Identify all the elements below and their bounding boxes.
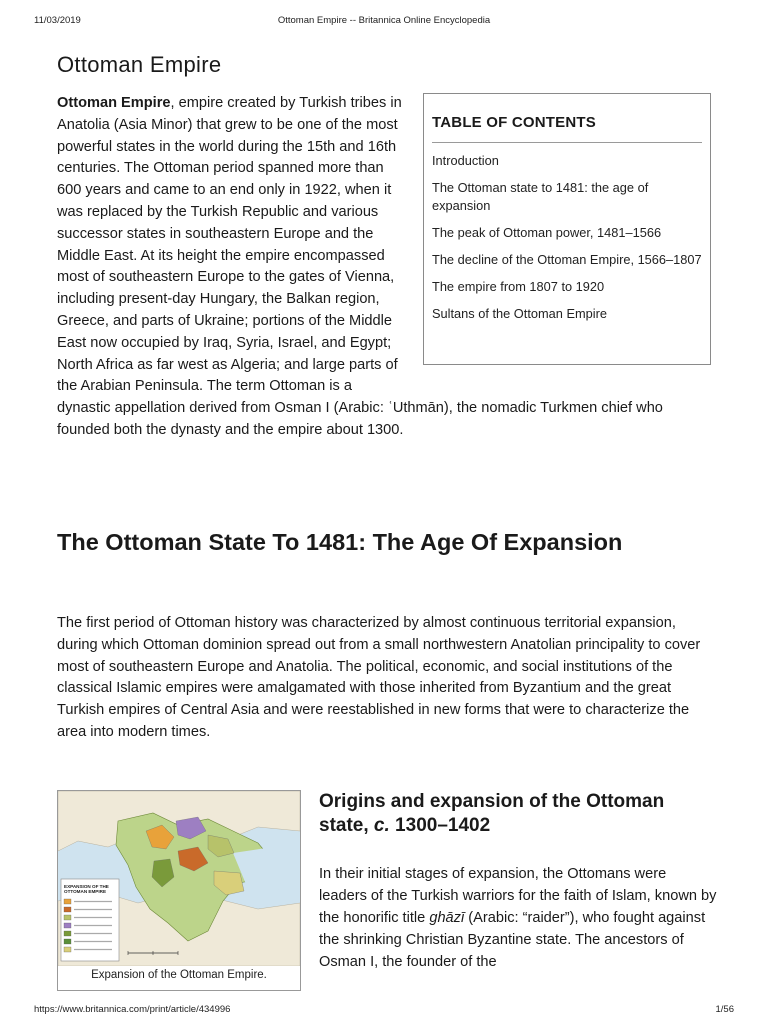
figure-caption: Expansion of the Ottoman Empire. bbox=[91, 969, 267, 981]
legend-swatch bbox=[64, 947, 71, 952]
subsection-paragraph bbox=[319, 863, 717, 973]
intro-bold-term: Ottoman Empire bbox=[57, 95, 171, 111]
toc-item-peak-of-ottoman-power[interactable]: The peak of Ottoman power, 1481–1566 bbox=[432, 225, 662, 240]
expansion-map-figure[interactable] bbox=[57, 790, 301, 991]
subsection-heading-end: 1300–1402 bbox=[389, 815, 491, 836]
subsection-heading-circa: c. bbox=[373, 815, 390, 836]
intro-arabic-name: ʿUthmān bbox=[387, 400, 444, 417]
subsection-text-start: In their initial stages of expansion, the Ottomans were leaders of the Turkish warriors for the faith of Islam, known by the honorific title bbox=[319, 866, 717, 926]
legend-swatch bbox=[64, 923, 71, 928]
table-of-contents bbox=[423, 93, 711, 365]
toc-item-empire-1807-1920[interactable]: The empire from 1807 to 1920 bbox=[432, 279, 605, 294]
print-document-title: Ottoman Empire -- Britannica Online Encyclopedia bbox=[277, 15, 491, 26]
legend-swatch bbox=[64, 931, 71, 936]
toc-item-sultans[interactable]: Sultans of the Ottoman Empire bbox=[432, 306, 607, 321]
intro-paragraph bbox=[57, 93, 711, 442]
intro-text-start: , empire created by Turkish tribes in Anatolia (Asia Minor) that grew to be one of the most powerful states in the world during the 15th and 16th centuries. The Ottoman period spanned more than 600 years and came to an end only in 1922, when it was replaced by the Turkish Republic and various successor states in southeastern Europe and the Middle East. At its height the empire encompassed most of southeastern Europe to the gates of Vienna, including present-day Hungary, the Balkan region, Greece, and parts of Ukraine; portions of the Middle East now occupied by Iraq, Syria, Israel, and Egypt; North Africa as far west as Algeria; and large parts of the Arabian Peninsula. The term Ottoman is a dynastic appellation derived from Osman I (Arabic: bbox=[57, 95, 402, 417]
subsection-heading bbox=[319, 790, 699, 838]
subsection-heading-start: Origins and expansion of the Ottoman state, bbox=[319, 791, 665, 836]
section-paragraph: The first period of Ottoman history was characterized by almost continuous territorial expansion, during which Ottoman dominion spread out from a small northwestern Anatolian principality to cover most of southeastern Europe and Anatolia. The political, economic, and social institutions of the classical Islamic empires were amalgamated with those inherited from Byzantium and the great Turkish empires of Central Asia and were reestablished in new forms that were to characterize the area into modern times. bbox=[57, 615, 701, 740]
map-legend-title: EXPANSION OF THE OTTOMAN EMPIRE bbox=[64, 884, 109, 894]
legend-swatch bbox=[64, 915, 71, 920]
ghazi-term: ghāzī bbox=[429, 910, 465, 926]
subsection-text-end: (Arabic: “raider”), who fought against the shrinking Christian Byzantine state. The ancestors of Osman I, the founder of the bbox=[319, 910, 706, 970]
print-footer bbox=[34, 1004, 734, 1018]
toc-item-ottoman-state-to-1481[interactable]: The Ottoman state to 1481: the age of expansion bbox=[432, 180, 649, 213]
legend-swatch bbox=[64, 907, 71, 912]
print-header bbox=[34, 15, 734, 29]
toc-heading: TABLE OF CONTENTS bbox=[432, 114, 702, 143]
legend-swatch bbox=[64, 899, 71, 904]
print-date: 11/03/2019 bbox=[34, 15, 81, 26]
section-heading: The Ottoman State To 1481: The Age Of Expansion bbox=[57, 529, 623, 555]
page-number: 1/56 bbox=[715, 1004, 734, 1015]
article-title: Ottoman Empire bbox=[57, 52, 222, 77]
toc-item-decline-of-empire[interactable]: The decline of the Ottoman Empire, 1566–1807 bbox=[432, 252, 702, 267]
print-url[interactable]: https://www.britannica.com/print/article/434996 bbox=[34, 1004, 231, 1015]
expansion-map-image bbox=[58, 791, 300, 966]
toc-item-introduction[interactable]: Introduction bbox=[432, 153, 499, 168]
intro-text-end: ), the nomadic Turkmen chief who founded both the dynasty and the empire about 1300. bbox=[57, 400, 663, 438]
legend-swatch bbox=[64, 939, 71, 944]
